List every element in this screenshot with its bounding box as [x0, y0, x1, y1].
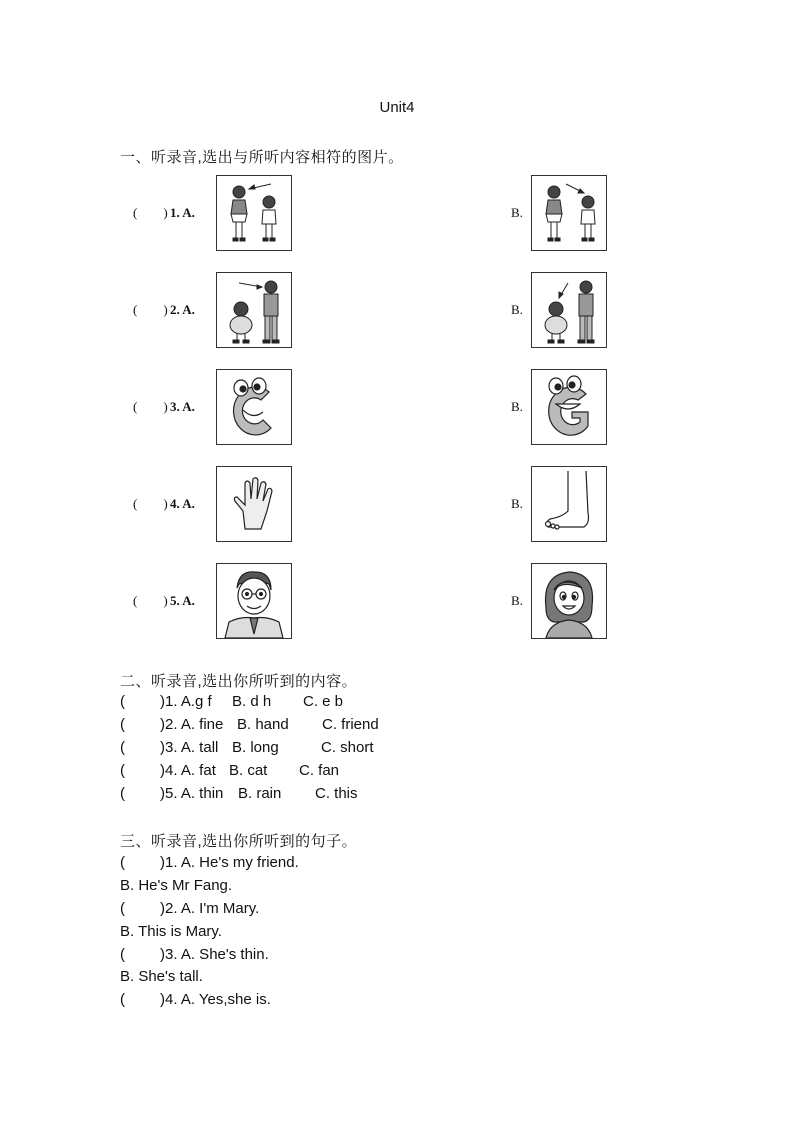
- option-b-label: B.: [511, 399, 523, 414]
- s2-row-4: [120, 762, 339, 782]
- sentence-text: B. She's tall.: [120, 968, 203, 985]
- sentence-text: B. He's Mr Fang.: [120, 877, 233, 894]
- answer-blank[interactable]: (: [120, 716, 125, 733]
- sentence-text: )2. A. I'm Mary.: [160, 900, 260, 917]
- option-b: B. cat: [229, 762, 268, 779]
- man-with-glasses-icon: [217, 564, 291, 638]
- s2-row-2: [120, 716, 379, 736]
- option-b-picture[interactable]: [531, 175, 607, 251]
- page-title: Unit4: [379, 99, 415, 116]
- sentence-text: )1. A. He's my friend.: [160, 854, 299, 871]
- option-b: B. hand: [237, 716, 289, 733]
- answer-blank[interactable]: ( ): [133, 496, 168, 511]
- s3-line-2: [120, 877, 232, 897]
- option-b-picture[interactable]: [531, 466, 607, 542]
- answer-blank[interactable]: (: [120, 900, 125, 917]
- s3-line-5: [120, 946, 269, 966]
- answer-blank[interactable]: (: [120, 785, 125, 802]
- fat-boy-arrow-icon: [532, 273, 606, 347]
- option-b: B. long: [232, 739, 279, 756]
- option-a-picture[interactable]: [216, 175, 292, 251]
- boy-girl-arrow-to-girl-icon: [217, 176, 291, 250]
- boy-girl-arrow-to-boy-icon: [532, 176, 606, 250]
- answer-blank[interactable]: (: [120, 854, 125, 871]
- option-a: )2. A. fine: [160, 716, 224, 733]
- s2-row-5: [120, 785, 358, 805]
- question-label: 3. A.: [170, 399, 195, 414]
- answer-blank[interactable]: (: [120, 946, 125, 963]
- answer-blank[interactable]: (: [120, 991, 125, 1008]
- option-b-label: B.: [511, 205, 523, 220]
- answer-blank[interactable]: (: [120, 762, 125, 779]
- option-b-label: B.: [511, 593, 523, 608]
- s1-question-3: [0, 369, 794, 447]
- answer-blank[interactable]: ( ): [133, 399, 168, 414]
- section2-heading: 二、听录音,选出你所听到的内容。: [120, 673, 358, 690]
- option-a: )3. A. tall: [160, 739, 219, 756]
- s2-row-1: [120, 693, 343, 713]
- s2-row-3: [120, 739, 374, 759]
- cartoon-letter-g-icon: [532, 370, 606, 444]
- option-a-picture[interactable]: [216, 563, 292, 639]
- hand-icon: [217, 467, 291, 541]
- foot-icon: [532, 467, 606, 541]
- option-a-picture[interactable]: [216, 272, 292, 348]
- option-c: C. this: [315, 785, 358, 802]
- s1-question-5: [0, 563, 794, 641]
- option-a-picture[interactable]: [216, 466, 292, 542]
- option-b: B. rain: [238, 785, 282, 802]
- option-a: )5. A. thin: [160, 785, 224, 802]
- answer-blank[interactable]: (: [120, 693, 125, 710]
- girl-face-icon: [532, 564, 606, 638]
- s1-question-1: [0, 175, 794, 253]
- s1-question-2: [0, 272, 794, 350]
- option-b-picture[interactable]: [531, 563, 607, 639]
- option-c: C. e b: [303, 693, 344, 710]
- s3-line-6: [120, 968, 203, 988]
- s3-line-3: [120, 900, 259, 920]
- option-b-picture[interactable]: [531, 272, 607, 348]
- question-label: 5. A.: [170, 593, 195, 608]
- question-label: 2. A.: [170, 302, 195, 317]
- section1-heading: 一、听录音,选出与所听内容相符的图片。: [120, 149, 404, 166]
- option-c: C. fan: [299, 762, 340, 779]
- option-a-picture[interactable]: [216, 369, 292, 445]
- option-b-picture[interactable]: [531, 369, 607, 445]
- sentence-text: )4. A. Yes,she is.: [160, 991, 271, 1008]
- option-a: )1. A.g f: [160, 693, 212, 710]
- option-b-label: B.: [511, 496, 523, 511]
- sentence-text: )3. A. She's thin.: [160, 946, 269, 963]
- s3-line-1: [120, 854, 299, 874]
- option-b: B. d h: [232, 693, 272, 710]
- option-a: )4. A. fat: [160, 762, 216, 779]
- answer-blank[interactable]: ( ): [133, 205, 168, 220]
- answer-blank[interactable]: (: [120, 739, 125, 756]
- section3-heading: 三、听录音,选出你所听到的句子。: [120, 833, 358, 850]
- s3-line-7: [120, 991, 271, 1011]
- question-label: 1. A.: [170, 205, 195, 220]
- tall-man-arrow-icon: [217, 273, 291, 347]
- answer-blank[interactable]: ( ): [133, 593, 168, 608]
- option-c: C. friend: [322, 716, 379, 733]
- s1-question-4: [0, 466, 794, 544]
- sentence-text: B. This is Mary.: [120, 923, 222, 940]
- s3-line-4: [120, 923, 222, 943]
- answer-blank[interactable]: ( ): [133, 302, 168, 317]
- option-b-label: B.: [511, 302, 523, 317]
- question-label: 4. A.: [170, 496, 195, 511]
- option-c: C. short: [321, 739, 374, 756]
- cartoon-letter-c-icon: [217, 370, 291, 444]
